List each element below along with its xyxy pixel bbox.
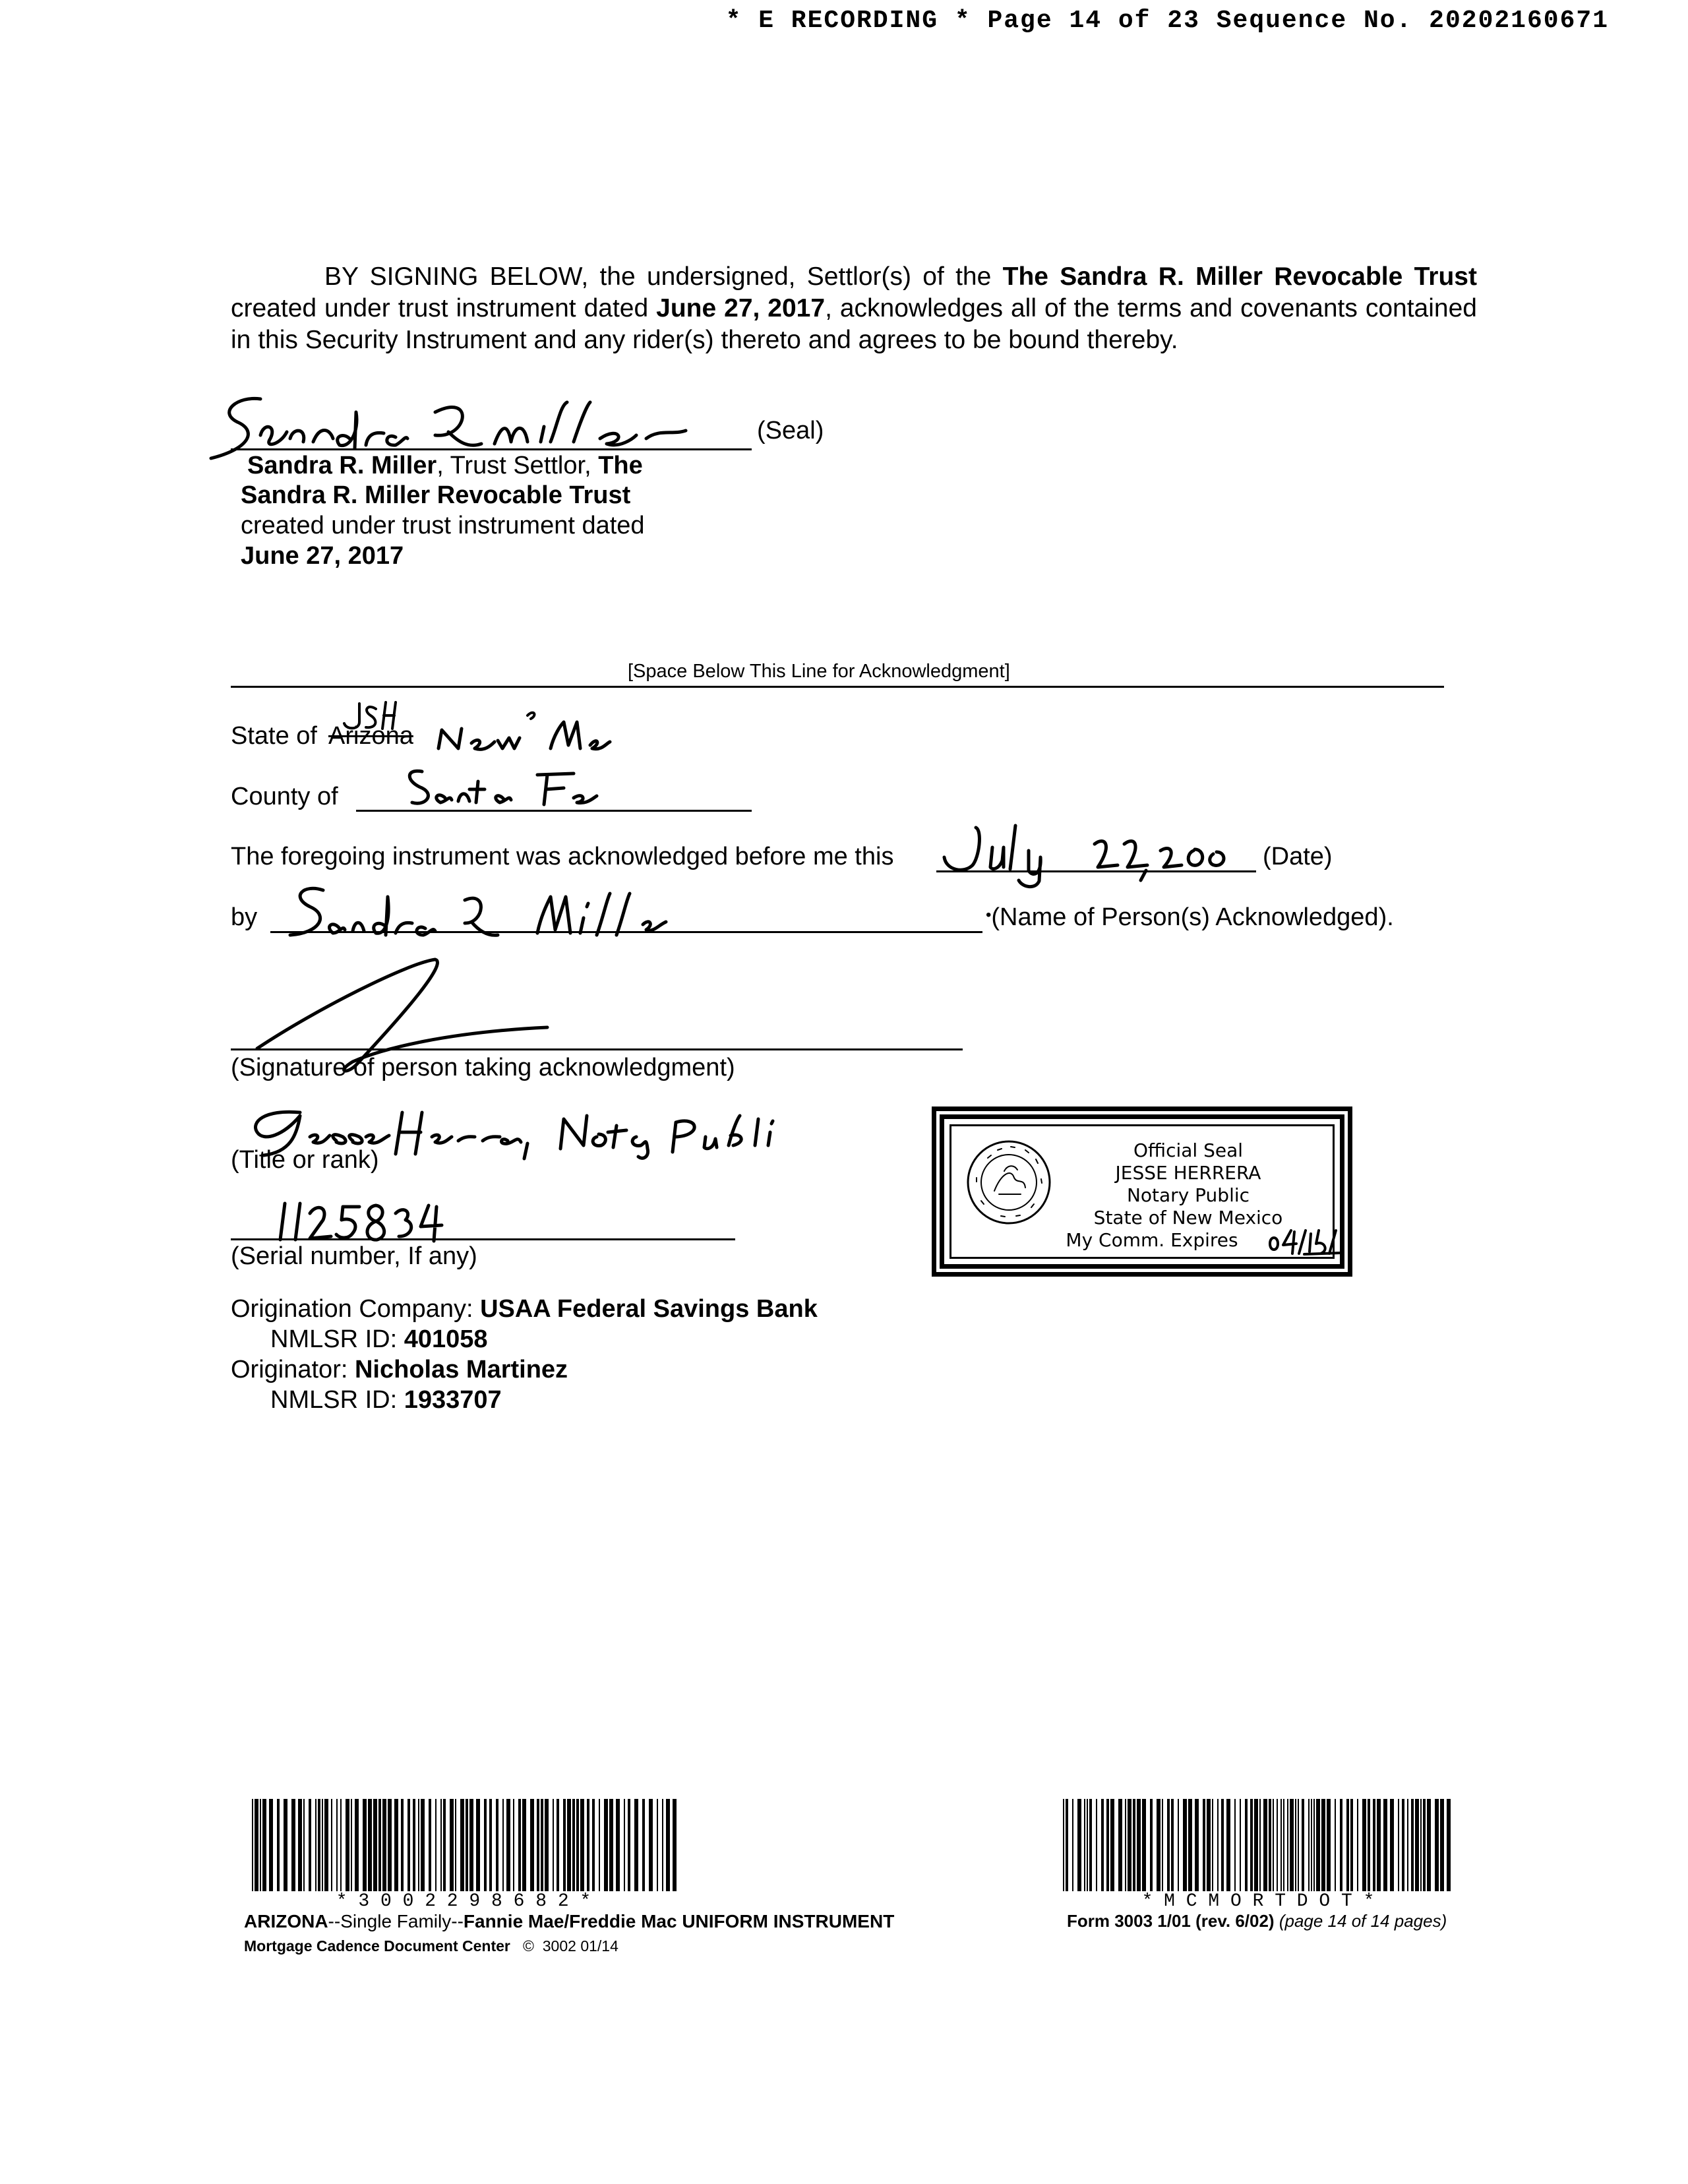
footer-form-description <box>244 1911 894 1932</box>
barcode-bar <box>609 1799 613 1891</box>
barcode-bar <box>1407 1799 1408 1891</box>
barcode-bar <box>592 1799 595 1891</box>
barcode-bar <box>1171 1799 1174 1891</box>
barcode-bar <box>1377 1799 1381 1891</box>
settlor-the: The <box>598 452 643 479</box>
settlor-acknowledgment-paragraph <box>231 261 1477 356</box>
barcode-bar <box>1133 1799 1135 1891</box>
footer-form-number-row <box>1067 1911 1447 1931</box>
settlor-trust-date <box>241 542 404 570</box>
barcode-bar <box>1273 1799 1274 1891</box>
barcode-bar <box>255 1799 258 1891</box>
barcode-bar <box>1321 1799 1325 1891</box>
barcode-bar <box>662 1799 663 1891</box>
barcode-bar <box>1340 1799 1342 1891</box>
barcode-bar <box>291 1799 295 1891</box>
intro-text-1: the undersigned, Settlor(s) of the <box>588 262 1003 291</box>
barcode-bar <box>476 1799 480 1891</box>
barcode-bar <box>388 1799 392 1891</box>
footer-doc-center <box>244 1937 618 1955</box>
originator-nmlsr-id: 1933707 <box>404 1386 502 1414</box>
barcode-bar <box>418 1799 419 1891</box>
barcode-bar <box>401 1799 404 1891</box>
barcode-bar <box>262 1799 266 1891</box>
barcode-bar <box>496 1799 498 1891</box>
barcode-bar <box>466 1799 468 1891</box>
serial-number-label: (Serial number, If any) <box>231 1242 477 1270</box>
acknowledgment-divider-label: [Space Below This Line for Acknowledgment] <box>628 661 1010 682</box>
settlor-trust-name-text: Sandra R. Miller Revocable Trust <box>241 481 631 509</box>
barcode-bar <box>567 1799 571 1891</box>
barcode-bar <box>322 1799 323 1891</box>
barcode-right-text: * M C M O R T D O T * <box>1141 1891 1375 1912</box>
barcode-bar <box>1150 1799 1153 1891</box>
county-of-label: County of <box>231 783 338 810</box>
barcode-bar <box>1423 1799 1426 1891</box>
barcode-bar <box>624 1799 625 1891</box>
barcode-bar <box>1277 1799 1278 1891</box>
barcode-bar <box>1390 1799 1394 1891</box>
acknowledgment-divider-line <box>231 686 1444 688</box>
barcode-bar <box>522 1799 526 1891</box>
settlor-signature-line <box>231 448 752 450</box>
state-seal-emblem-icon <box>965 1138 1054 1227</box>
by-label: by <box>231 903 258 931</box>
barcode-bar <box>1283 1799 1284 1891</box>
barcode-bar <box>1087 1799 1088 1891</box>
barcode-bar <box>340 1799 342 1891</box>
barcode-bar <box>1290 1799 1294 1891</box>
originator-nmlsr-label: NMLSR ID: <box>270 1386 404 1414</box>
barcode-bar <box>1226 1799 1230 1891</box>
barcode-bar <box>277 1799 280 1891</box>
barcode-bar <box>1263 1799 1267 1891</box>
barcode-bar <box>1110 1799 1114 1891</box>
barcode-bar <box>355 1799 359 1891</box>
intro-text-2: created under trust instrument dated <box>231 294 657 322</box>
barcode-bar <box>260 1799 261 1891</box>
barcode-bar <box>628 1799 630 1891</box>
settlor-name-line <box>247 452 643 480</box>
barcode-bar <box>309 1799 311 1891</box>
barcode-bar <box>1101 1799 1104 1891</box>
barcode-bar <box>557 1799 559 1891</box>
originator-name: Nicholas Martinez <box>354 1356 568 1383</box>
barcode-bar <box>1221 1799 1224 1891</box>
trust-date: June 27, 2017 <box>656 294 826 322</box>
barcode-bar <box>1072 1799 1073 1891</box>
barcode-bar <box>1350 1799 1353 1891</box>
barcode-bar <box>413 1799 415 1891</box>
barcode-bar <box>1063 1799 1064 1891</box>
barcode-bar <box>502 1799 504 1891</box>
settlor-trust-name <box>241 481 630 510</box>
barcode-bar <box>1212 1799 1213 1891</box>
footer-form-desc-1: --Single Family-- <box>328 1911 464 1931</box>
barcode-bar <box>1183 1799 1187 1891</box>
barcode-bar <box>580 1799 584 1891</box>
barcode-bar <box>1447 1799 1451 1891</box>
barcode-bar <box>1254 1799 1258 1891</box>
barcode-bar <box>363 1799 367 1891</box>
barcode-bar <box>298 1799 302 1891</box>
footer-doc-center-name: Mortgage Cadence Document Center <box>244 1937 510 1955</box>
barcode-bar <box>1308 1799 1310 1891</box>
barcode-bar <box>576 1799 579 1891</box>
barcode-bar <box>1435 1799 1439 1891</box>
barcode-bar <box>616 1799 620 1891</box>
barcode-left-text: * 3 0 0 2 2 9 8 6 8 2 * <box>336 1891 591 1912</box>
seal-line-1: Official Seal <box>1133 1139 1244 1161</box>
barcode-bar <box>346 1799 349 1891</box>
barcode-bar <box>1195 1799 1199 1891</box>
settlor-name: Sandra R. Miller <box>247 452 437 479</box>
footer-state: ARIZONA <box>244 1911 328 1931</box>
barcode-bar <box>252 1799 253 1891</box>
barcode-bar <box>1125 1799 1126 1891</box>
seal-line-3: Notary Public <box>1126 1184 1250 1206</box>
barcode-bar <box>336 1799 338 1891</box>
barcode-bar <box>673 1799 677 1891</box>
barcode-bar <box>1077 1799 1081 1891</box>
foregoing-text: The foregoing instrument was acknowledged before me this <box>231 843 894 870</box>
barcode-bar <box>407 1799 410 1891</box>
barcode-bar <box>351 1799 352 1891</box>
barcode-bar <box>1089 1799 1092 1891</box>
barcode-bar <box>1245 1799 1248 1891</box>
seal-expires-label: My Comm. Expires <box>1066 1229 1238 1251</box>
barcode-bar <box>1142 1799 1146 1891</box>
barcode-bar <box>1327 1799 1331 1891</box>
barcode-bar <box>455 1799 456 1891</box>
originator-label: Originator: <box>231 1356 355 1383</box>
serial-number-line <box>231 1238 735 1240</box>
barcode-bar <box>666 1799 670 1891</box>
barcode-bar <box>1167 1799 1170 1891</box>
barcode-bar <box>657 1799 658 1891</box>
footer-copyright: © <box>523 1937 534 1955</box>
barcode-bar <box>382 1799 386 1891</box>
barcode-bar <box>1066 1799 1068 1891</box>
seal-expires-handwritten <box>1265 1224 1344 1257</box>
barcode-bar <box>1362 1799 1366 1891</box>
state-printed-struck: Arizona <box>328 722 413 750</box>
barcode-bar <box>599 1799 600 1891</box>
barcode-bar <box>1316 1799 1320 1891</box>
barcode-bar <box>303 1799 305 1891</box>
barcode-bar <box>469 1799 473 1891</box>
barcode-bar <box>1162 1799 1163 1891</box>
barcode-bar <box>545 1799 549 1891</box>
barcode-right <box>1060 1799 1456 1891</box>
barcode-bar <box>642 1799 645 1891</box>
barcode-bar <box>460 1799 464 1891</box>
footer-form-desc-2: Fannie Mae/Freddie Mac UNIFORM INSTRUMENT <box>463 1911 895 1931</box>
barcode-bar <box>1373 1799 1375 1891</box>
barcode-bar <box>1137 1799 1141 1891</box>
notary-signature-line <box>231 1048 963 1050</box>
originator-nmlsr-row <box>270 1386 502 1414</box>
barcode-bar <box>572 1799 575 1891</box>
barcode-bar <box>1157 1799 1160 1891</box>
barcode-bar <box>1313 1799 1315 1891</box>
person-acknowledged-label-text: (Name of Person(s) Acknowledged). <box>991 903 1394 931</box>
barcode-bar <box>587 1799 589 1891</box>
state-of-label: State of <box>231 722 317 750</box>
date-label: (Date) <box>1263 843 1333 870</box>
barcode-bar <box>1281 1799 1282 1891</box>
county-handwritten <box>396 762 607 814</box>
barcode-bar <box>489 1799 492 1891</box>
barcode-bar <box>1118 1799 1122 1891</box>
barcode-bar <box>1302 1799 1304 1891</box>
barcode-bar <box>563 1799 566 1891</box>
barcode-bar <box>604 1799 608 1891</box>
barcode-bar <box>373 1799 377 1891</box>
person-acknowledged-label: •(Name of Person(s) Acknowledged). <box>986 903 1394 931</box>
barcode-bar <box>450 1799 454 1891</box>
barcode-bar <box>284 1799 287 1891</box>
origination-company-label: Origination Company: <box>231 1295 481 1323</box>
barcode-bar <box>1096 1799 1097 1891</box>
settlor-trust-date-text: June 27, 2017 <box>241 542 404 570</box>
intro-text-3: , acknowledges all of the terms and covenants contained in this Security Instrument and any rider(s) thereto and agrees to be bound thereby. <box>231 294 1477 354</box>
barcode-bar <box>1203 1799 1205 1891</box>
barcode-bar <box>435 1799 437 1891</box>
barcode-bar <box>1084 1799 1085 1891</box>
footer-page-info: (page 14 of 14 pages) <box>1279 1911 1447 1931</box>
barcode-bar <box>1368 1799 1370 1891</box>
barcode-bar <box>1250 1799 1253 1891</box>
barcode-bar <box>1440 1799 1444 1891</box>
barcode-bar <box>1357 1799 1358 1891</box>
barcode-bar <box>429 1799 431 1891</box>
settlor-created-text: created under trust instrument dated <box>241 512 645 539</box>
barcode-bar <box>378 1799 381 1891</box>
barcode-bar <box>368 1799 372 1891</box>
notary-seal <box>940 1114 1344 1269</box>
footer-doc-code: 3002 01/14 <box>542 1937 618 1955</box>
barcode-bar <box>1415 1799 1419 1891</box>
seal-label: (Seal) <box>757 417 824 444</box>
barcode-bar <box>324 1799 328 1891</box>
company-nmlsr-label: NMLSR ID: <box>270 1325 404 1353</box>
barcode-bar <box>506 1799 510 1891</box>
barcode-bar <box>1398 1799 1399 1891</box>
barcode-bar <box>1383 1799 1387 1891</box>
barcode-bar <box>1402 1799 1404 1891</box>
barcode-bar <box>1335 1799 1336 1891</box>
barcode-bar <box>1128 1799 1131 1891</box>
barcode-bar <box>1178 1799 1179 1891</box>
barcode-bar <box>1269 1799 1271 1891</box>
barcode-bar <box>537 1799 539 1891</box>
barcode-bar <box>530 1799 534 1891</box>
barcode-bar <box>1346 1799 1349 1891</box>
barcode-bar <box>443 1799 446 1891</box>
origination-company-row <box>231 1295 818 1323</box>
barcode-bar <box>421 1799 425 1891</box>
company-nmlsr-id: 401058 <box>404 1325 488 1353</box>
notary-seal-inner-border <box>950 1124 1335 1259</box>
barcode-bar <box>1420 1799 1422 1891</box>
notary-title-label: (Title or rank) <box>231 1146 379 1174</box>
barcode-bar <box>440 1799 442 1891</box>
seal-line-4: State of New Mexico <box>1093 1207 1283 1228</box>
barcode-bar <box>1106 1799 1109 1891</box>
origination-company: USAA Federal Savings Bank <box>480 1295 818 1323</box>
barcode-bar <box>518 1799 521 1891</box>
barcode-bar <box>1188 1799 1192 1891</box>
barcode-bar <box>513 1799 514 1891</box>
barcode-bar <box>1411 1799 1414 1891</box>
barcode-bar <box>269 1799 273 1891</box>
person-acknowledged-handwritten <box>277 877 673 943</box>
barcode-bar <box>1259 1799 1261 1891</box>
barcode-bar <box>331 1799 332 1891</box>
barcode-bar <box>1234 1799 1236 1891</box>
barcode-bar <box>553 1799 554 1891</box>
notary-signature-label: (Signature of person taking acknowledgment) <box>231 1054 735 1081</box>
barcode-bar <box>318 1799 320 1891</box>
intro-lead: BY SIGNING BELOW, <box>324 262 589 291</box>
settlor-role: , Trust Settlor, <box>437 452 599 479</box>
barcode-bar <box>315 1799 316 1891</box>
seal-line-2: JESSE HERRERA <box>1115 1162 1261 1184</box>
barcode-bar <box>484 1799 487 1891</box>
footer-form-number: Form 3003 1/01 (rev. 6/02) <box>1067 1911 1275 1931</box>
recording-header: * E RECORDING * Page 14 of 23 Sequence No. 20202160671 <box>725 7 1609 35</box>
state-handwritten <box>330 696 620 755</box>
barcode-bar <box>634 1799 638 1891</box>
barcode-bar <box>1298 1799 1299 1891</box>
barcode-bar <box>1240 1799 1241 1891</box>
barcode-bar <box>649 1799 653 1891</box>
barcode-bar <box>541 1799 543 1891</box>
acknowledgment-date-handwritten <box>936 818 1259 884</box>
barcode-bar <box>1287 1799 1288 1891</box>
barcode-bar <box>394 1799 398 1891</box>
barcode-bar <box>1207 1799 1211 1891</box>
barcode-bar <box>1217 1799 1219 1891</box>
barcode-bar <box>1311 1799 1312 1891</box>
originator-row <box>231 1356 568 1384</box>
barcode-left <box>249 1799 678 1891</box>
trust-name: The Sandra R. Miller Revocable Trust <box>1002 262 1477 291</box>
company-nmlsr-row <box>270 1325 488 1354</box>
barcode-bar <box>1295 1799 1296 1891</box>
barcode-bar <box>1427 1799 1431 1891</box>
